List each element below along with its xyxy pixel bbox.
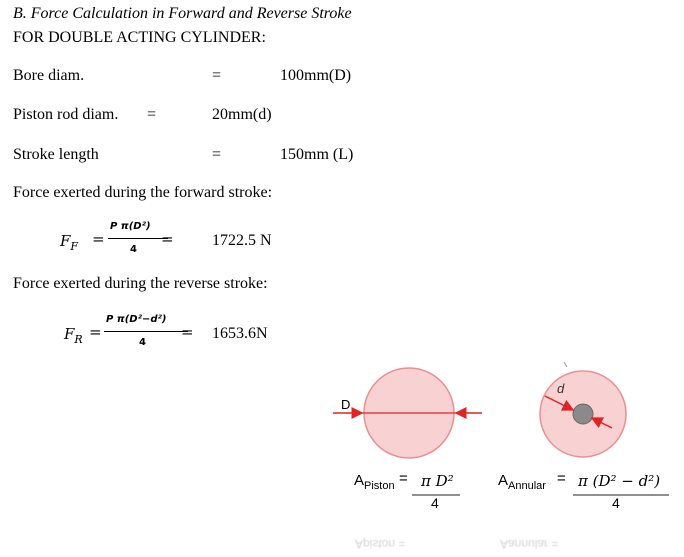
param-equals: =	[212, 67, 222, 84]
formula-equals: =	[181, 323, 194, 341]
formula-denominator: 4	[130, 244, 137, 255]
area-symbol: $A_{Annular}$	[498, 472, 546, 492]
rod-diameter-label: d	[557, 381, 565, 396]
formula-equals: =	[161, 230, 174, 248]
section-heading: B. Force Calculation in Forward and Reverse Stroke	[13, 5, 352, 22]
tick-mark	[564, 362, 567, 367]
formula-symbol: $F_R$	[64, 325, 83, 346]
area-equals: =	[557, 470, 566, 487]
param-value: 20mm(d)	[212, 106, 272, 123]
param-value: 150mm (L)	[280, 146, 354, 163]
formula-equals: =	[92, 230, 105, 248]
area-denominator: 4	[612, 495, 620, 511]
formula-symbol: $F_F$	[60, 232, 79, 253]
area-equals: =	[399, 470, 408, 487]
piston-circle-figure	[333, 368, 482, 458]
param-equals: =	[147, 106, 157, 123]
area-numerator: π (D² − d²)	[578, 472, 661, 490]
param-value: 100mm(D)	[280, 67, 352, 84]
formula-denominator: 4	[139, 337, 146, 348]
annular-circle-figure	[540, 362, 626, 457]
param-label: Stroke length	[13, 146, 99, 163]
area-denominator: 4	[431, 495, 439, 511]
subheading: FOR DOUBLE ACTING CYLINDER:	[13, 29, 266, 46]
formula-equals: =	[89, 323, 102, 341]
area-numerator: π D²	[421, 472, 454, 490]
forward-stroke-text: Force exerted during the forward stroke:	[13, 184, 273, 201]
area-symbol: $A_{Piston}$	[354, 472, 395, 492]
formula-numerator: P π(D²)	[110, 221, 151, 232]
param-label: Piston rod diam.	[13, 106, 119, 123]
mirror-reflection-right: Aannular =	[500, 537, 559, 551]
formula-numerator: P π(D²−d²)	[106, 314, 167, 325]
param-label: Bore diam.	[13, 67, 85, 84]
reverse-stroke-text: Force exerted during the reverse stroke:	[13, 275, 268, 292]
param-equals: =	[212, 146, 222, 163]
rod-circle	[573, 404, 593, 424]
formula-result: 1653.6N	[212, 325, 268, 342]
mirror-reflection-left: Apiston =	[355, 537, 406, 551]
formula-result: 1722.5 N	[212, 232, 272, 249]
piston-diameter-label: D	[341, 397, 351, 412]
